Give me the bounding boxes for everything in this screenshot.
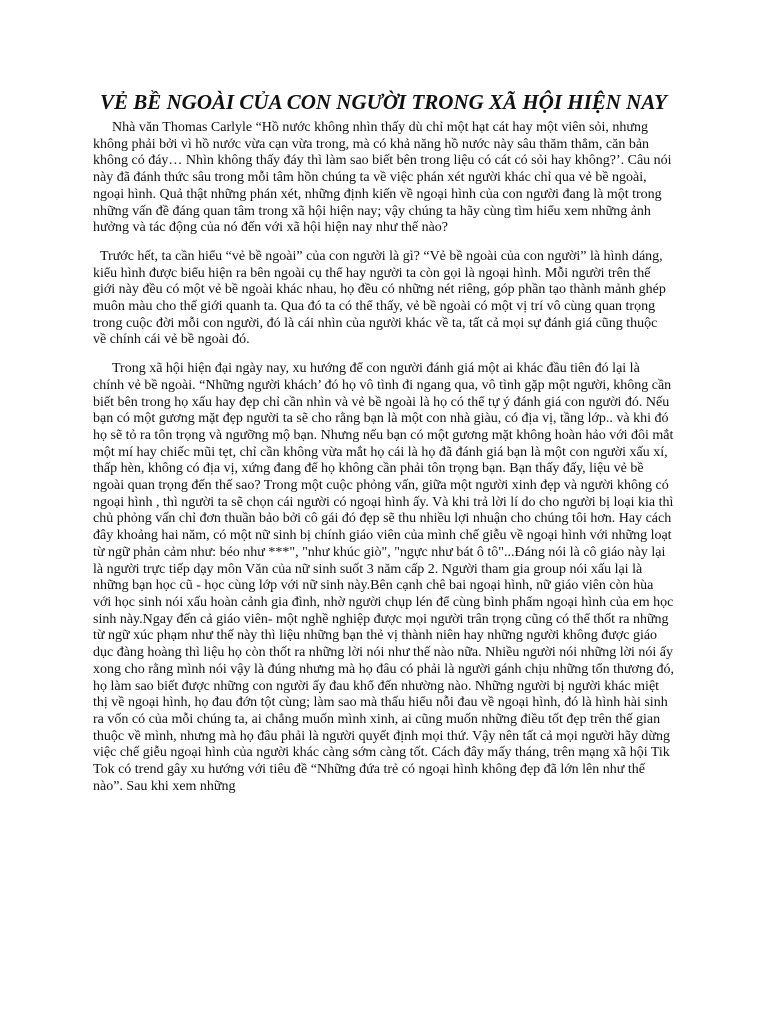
document-title: VẺ BỀ NGOÀI CỦA CON NGƯỜI TRONG XÃ HỘI HIỆN NAY — [99, 90, 668, 114]
document-body — [93, 120, 674, 795]
paragraph-2: Trước hết, ta cần hiểu “vẻ bề ngoài” của con người là gì? “Vẻ bề ngoài của con người” là hình dáng, kiểu hình được biểu hiện ra bên ngoài cụ thể hay người ta còn gọi là ngoại hình. Mỗi người trên thế giới này đều có một vẻ bề ngoài khác nhau, họ đều có những nét riêng, góp phần tạo thành mảnh ghép muôn màu cho thế giới quanh ta. Qua đó ta có thể thấy, vẻ bề ngoài có một vị trí vô cùng quan trọng trong cuộc đời mỗi con người, đó là cái nhìn của người khác về ta, tất cả mọi sự đánh giá cũng thuộc về chính cái vẻ bề ngoài đó. — [93, 248, 666, 348]
paragraph-1: Nhà văn Thomas Carlyle “Hồ nước không nhìn thấy dù chỉ một hạt cát hay một viên sỏi, nhưng không phải bởi vì hồ nước vừa cạn vừa trong, mà có khả năng hồ nước này sâu thăm thẳm, căn bản không có đáy… Nhìn không thấy đáy thì làm sao biết bên trong liệu có cát có sỏi hay không?’. Câu nói này đã đánh thức sâu trong mỗi tâm hồn chúng ta về việc phán xét người khác chỉ qua vẻ bề ngoài, ngoại hình. Quả thật những phán xét, những định kiến về ngoại hình của con người đang là một trong những vấn đề đáng quan tâm trong xã hội hiện nay; vậy chúng ta hãy cùng tìm hiểu xem những ảnh hưởng và tác động của nó đến với xã hội hiện nay như thế nào? — [93, 120, 672, 236]
paragraph-3: Trong xã hội hiện đại ngày nay, xu hướng để con người đánh giá một ai khác đầu tiên đó lại là chính vẻ bề ngoài. “Những người khách’ đó họ vô tình đi ngang qua, vô tình gặp một người, không cần biết bên trong họ xấu hay đẹp chỉ cần nhìn và vẻ bề ngoài là họ có thể tự ý đánh giá con người đó. Nếu bạn có một gương mặt đẹp người ta sẽ cho rằng bạn là một con nhà giàu, có địa vị, tầng lớp.. và khi đó họ sẽ tỏ ra tôn trọng và ngưỡng mộ bạn. Nhưng nếu bạn có một gương mặt không hoàn hảo với đôi mắt một mí hay chiếc mũi tẹt, chỉ cần không vừa mắt họ cái là họ đã đánh giá bạn là một con người xấu xí, thấp hèn, không có địa vị, xứng đang để họ không cần phải tôn trọng bạn. Bạn thấy đấy, liệu vẻ bề ngoài quan trọng đến thế sao? Trong một cuộc phỏng vấn, giữa một người xinh đẹp và người không có ngoại hình , thì người ta sẽ chọn cái người có ngoại hình ấy. Và khi trả lời lí do cho người bị loại kia thì chủ phỏng vấn chỉ đơn thuần bảo bởi cô gái đó đẹp sẽ thu nhiều lợi nhuận cho chúng tôi hơn. Hay cách đây khoảng hai năm, có một nữ sinh bị chính giáo viên của mình chế giễu về ngoại hình với những loạt từ ngữ phản cảm như: béo như ***", "như khúc giò", "ngực như bát ô tô"...Đáng nói là cô giáo này lại là người trực tiếp dạy môn Văn của nữ sinh suốt 3 năm cấp 2. Người tham gia group nói xấu lại là những bạn học cũ - học cùng lớp với nữ sinh này.Bên cạnh chê bai ngoại hình, nữ giáo viên còn hùa với học sinh nói xấu hoàn cảnh gia đình, nhờ người chụp lén để cùng bình phẩm ngoại hình của em học sinh này.Ngay đến cả giáo viên- một nghề nghiệp được mọi người trân trọng cũng có thể thốt ra những từ ngữ xúc phạm như thế này thì liệu những bạn thẻ vị thành niên hay những người không được giáo dục đàng hoàng thì liệu họ còn thốt ra những lời nói như thế nào nữa. Nhiều người nói những lời nói ấy xong cho rằng mình nói vậy là đúng nhưng mà họ đâu có phải là người gánh chịu những tổn thương đó, họ làm sao biết được những con người ấy đau khổ đến nhường nào. Những người bị người khác miệt thị về ngoại hình, họ đau đớn tột cùng; làm sao mà thấu hiểu nỗi đau về ngoại hình, đó là hình hài sinh ra vốn có của mỗi chúng ta, ai chẳng muốn mình xinh, ai cũng muốn những điều tốt đẹp trên thế gian thuộc về mình, nhưng mà họ đâu phải là người quyết định mọi thứ. Vậy nên tất cả mọi người hãy dừng việc chế giễu ngoại hình của người khác càng sớm càng tốt. Cách đây mấy tháng, trên mạng xã hội Tik Tok có trend gây xu hướng với tiêu đề “Những đứa trẻ có ngoại hình không đẹp đã lớn lên như thế nào”. Sau khi xem những — [93, 361, 674, 794]
